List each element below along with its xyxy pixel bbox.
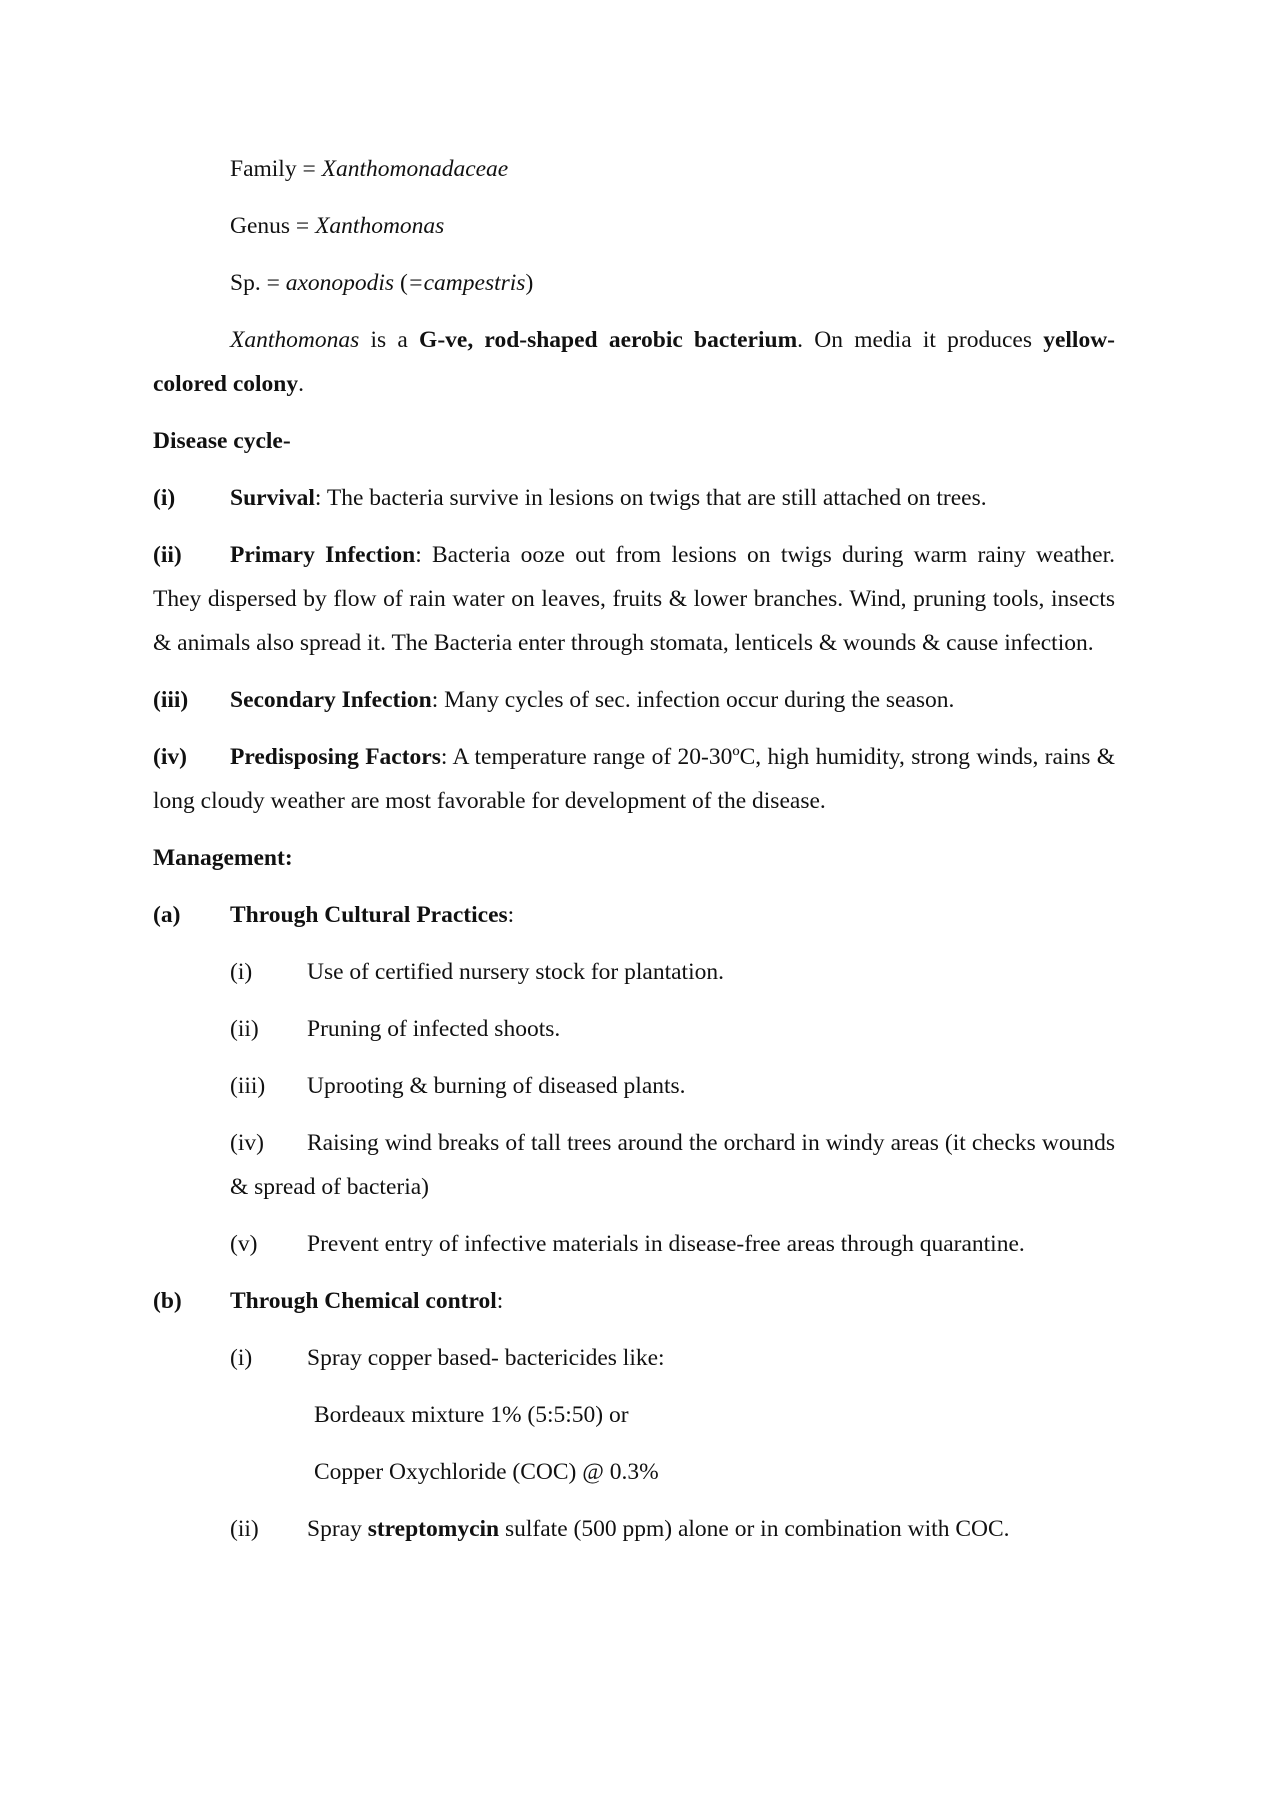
item-label: (iv) — [153, 744, 187, 770]
intro-paragraph — [153, 318, 1115, 406]
cultural-item — [153, 1007, 1115, 1051]
section-label: (b) — [153, 1288, 182, 1314]
item-text-pre: Spray — [307, 1516, 368, 1542]
chemical-option-bordeaux: Bordeaux mixture 1% (5:5:50) or — [314, 1402, 629, 1428]
item-label: (iii) — [153, 687, 189, 713]
item-text: : A temperature range of 20-30ºC, high humidity, strong winds, rains & long cloudy weather are most favorable for development of the disease. — [153, 744, 1115, 814]
paren-close: ) — [525, 270, 534, 296]
item-text-bold: streptomycin — [367, 1516, 500, 1542]
intro-bold-1: G-ve, rod-shaped aerobic bacterium — [419, 327, 798, 353]
section-label: (a) — [153, 902, 181, 928]
chemical-control-heading — [153, 1279, 1115, 1323]
disease-cycle-heading: Disease cycle- — [153, 428, 291, 454]
item-text: : The bacteria survive in lesions on twigs that are still attached on trees. — [314, 485, 987, 511]
paren-open: ( — [394, 270, 408, 296]
item-text: : Many cycles of sec. infection occur during the season. — [431, 687, 955, 713]
section-colon: : — [507, 902, 515, 928]
intro-text-1: is a — [359, 327, 420, 353]
disease-cycle-item-survival — [153, 476, 1115, 520]
item-text: Prevent entry of infective materials in disease-free areas through quarantine. — [307, 1231, 1025, 1257]
taxonomy-species — [153, 261, 1115, 305]
management-heading: Management: — [153, 845, 293, 871]
family-label: Family = — [230, 156, 322, 182]
item-title: Survival — [230, 485, 315, 511]
item-title: Predisposing Factors — [230, 744, 441, 770]
disease-cycle-item-secondary-infection — [153, 678, 1115, 722]
disease-cycle-item-predisposing-factors — [153, 735, 1115, 823]
chemical-option-coc: Copper Oxychloride (COC) @ 0.3% — [314, 1459, 659, 1485]
cultural-item — [153, 1064, 1115, 1108]
taxonomy-genus — [153, 204, 1115, 248]
item-title: Primary Infection — [230, 542, 416, 568]
document-page — [153, 147, 1115, 1551]
section-colon: : — [496, 1288, 504, 1314]
family-value: Xanthomonadaceae — [321, 156, 509, 182]
item-text: Pruning of infected shoots. — [307, 1016, 561, 1042]
item-text: Uprooting & burning of diseased plants. — [307, 1073, 686, 1099]
species-alt: =campestris — [407, 270, 526, 296]
chemical-item — [153, 1336, 1115, 1380]
item-label: (iv) — [230, 1130, 264, 1156]
intro-genus: Xanthomonas — [230, 327, 360, 353]
genus-value: Xanthomonas — [315, 213, 445, 239]
item-text-post: sulfate (500 ppm) alone or in combination with COC. — [499, 1516, 1010, 1542]
section-title: Through Chemical control — [230, 1288, 497, 1314]
item-label: (ii) — [153, 542, 182, 568]
section-title: Through Cultural Practices — [230, 902, 508, 928]
intro-text-3: . — [298, 371, 304, 397]
item-label: (i) — [230, 1345, 253, 1371]
item-text: Use of certified nursery stock for plantation. — [307, 959, 724, 985]
item-label: (ii) — [230, 1016, 259, 1042]
item-label: (ii) — [230, 1516, 259, 1542]
cultural-item — [153, 950, 1115, 994]
cultural-practices-heading — [153, 893, 1115, 937]
intro-bold-2: yellow- colored colony — [153, 327, 1116, 397]
genus-label: Genus = — [230, 213, 316, 239]
taxonomy-family — [153, 147, 1115, 191]
species-label: Sp. = — [230, 270, 286, 296]
cultural-item — [153, 1222, 1115, 1266]
disease-cycle-item-primary-infection — [153, 533, 1115, 665]
item-title: Secondary Infection — [230, 687, 432, 713]
item-text: Raising wind breaks of tall trees around the orchard in windy areas (it checks wounds & spread of bacteria) — [230, 1130, 1115, 1200]
cultural-item — [153, 1121, 1115, 1209]
intro-text-2: . On media it produces — [797, 327, 1044, 353]
item-text: Spray copper based- bactericides like: — [307, 1345, 665, 1371]
item-text: : Bacteria ooze out from lesions on twigs during warm rainy weather. They dispersed by flow of rain water on leaves, fruits & lower branches. Wind, pruning tools, insects & animals also spread it. The Bacteria enter through stomata, lenticels & wounds & cause infection. — [153, 542, 1115, 656]
item-label: (i) — [230, 959, 253, 985]
item-label: (v) — [230, 1231, 258, 1257]
item-label: (i) — [153, 485, 176, 511]
item-label: (iii) — [230, 1073, 266, 1099]
species-value: axonopodis — [285, 270, 395, 296]
chemical-item — [153, 1507, 1115, 1551]
